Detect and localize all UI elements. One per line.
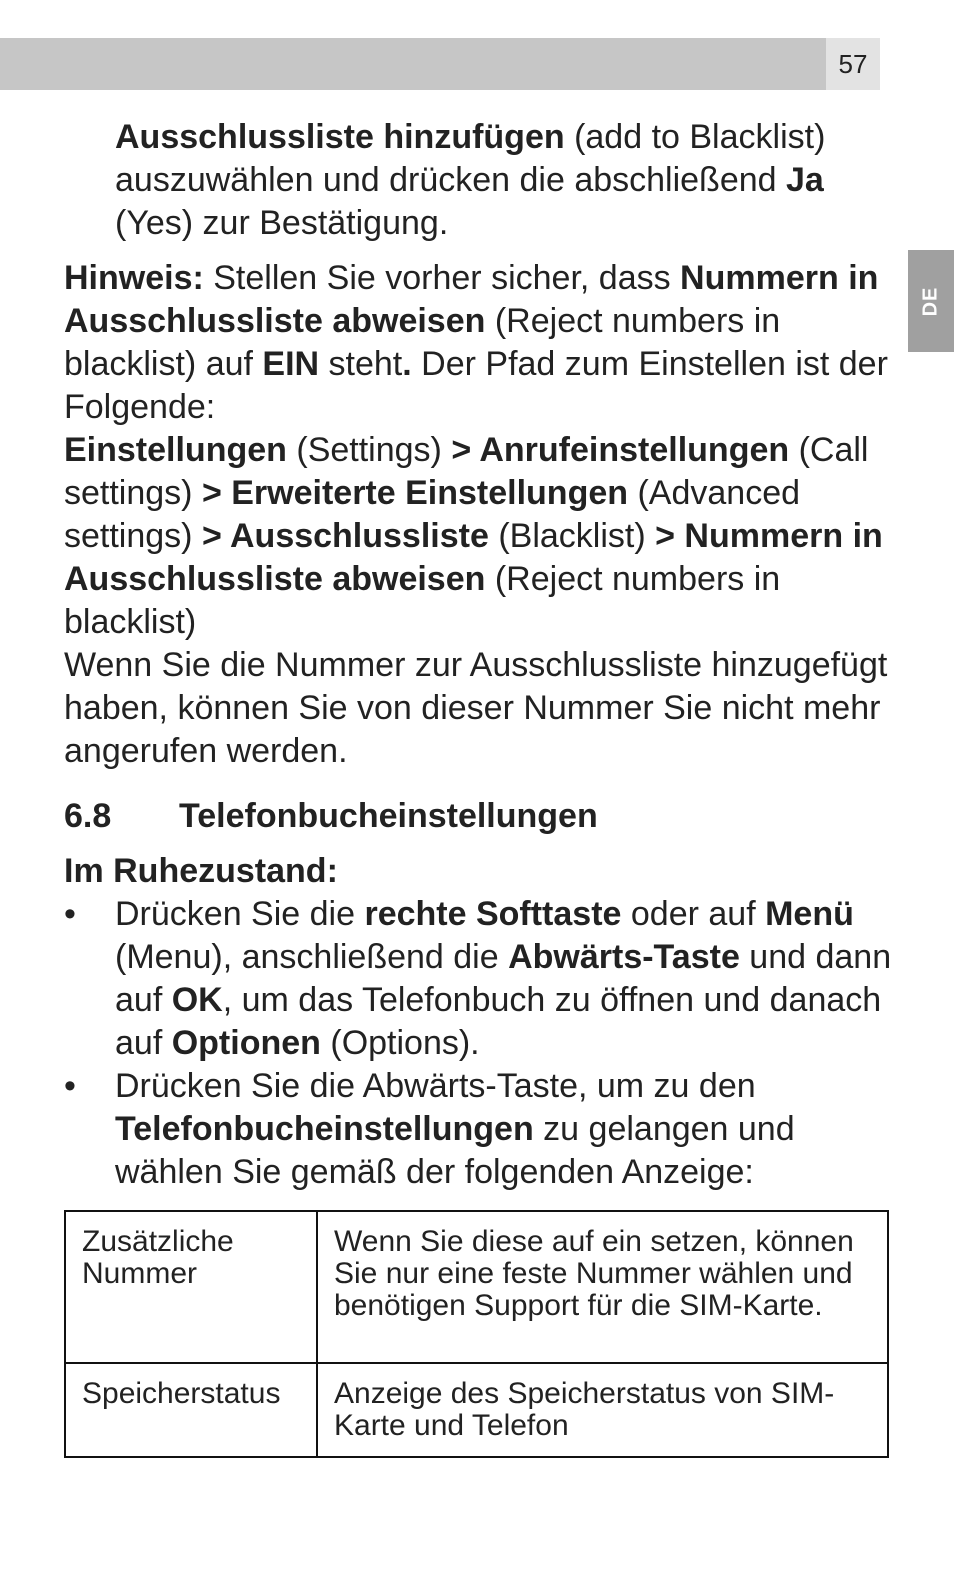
table-cell-description: Anzeige des Speicherstatus von SIM-Karte und Telefon xyxy=(317,1363,888,1457)
header-bar xyxy=(0,38,826,90)
section-heading xyxy=(64,795,894,838)
instruction-list xyxy=(64,893,894,1194)
table-cell-setting: Zusätzliche Nummer xyxy=(65,1211,317,1363)
language-tab-label: DE xyxy=(919,286,942,316)
section-number: 6.8 xyxy=(64,797,112,835)
language-tab xyxy=(908,250,954,352)
table-cell-setting: Speicherstatus xyxy=(65,1363,317,1457)
table-cell-description: Wenn Sie diese auf ein setzen, können Sie nur eine feste Nummer wählen und benötigen Support für die SIM-Karte. xyxy=(317,1211,888,1363)
table-row xyxy=(65,1363,888,1457)
page-number xyxy=(826,38,880,90)
blacklist-add-paragraph: Ausschlussliste hinzufügen (add to Blacklist) auszuwählen und drücken die abschließend Ja (Yes) zur Bestätigung. xyxy=(115,118,826,242)
note-label: Hinweis: xyxy=(64,259,204,297)
page-number-text: 57 xyxy=(838,48,868,79)
bullet-icon: • xyxy=(64,1067,76,1105)
list-item: • Drücken Sie die rechte Softtaste oder auf Menü (Menu), anschließend die Abwärts-Taste und dann auf OK, um das Telefonbuch zu öffnen und danach auf Optionen (Options). xyxy=(64,895,892,1062)
bullet-icon: • xyxy=(64,895,76,933)
table-row xyxy=(65,1211,888,1363)
page-content xyxy=(64,116,894,1194)
note-paragraph: Hinweis: Stellen Sie vorher sicher, dass Nummern in Ausschlussliste abweisen (Reject numbers in blacklist) auf EIN steht. Der Pfad zum Einstellen ist der Folgende: xyxy=(64,259,888,426)
idle-heading: Im Ruhezustand: xyxy=(64,852,338,890)
settings-path-paragraph: Einstellungen (Settings) > Anrufeinstellungen (Call settings) > Erweiterte Einstellungen (Advanced settings) > Ausschlussliste (Blacklist) > Nummern in Ausschlussliste abweisen (Reject numbers in blacklist) xyxy=(64,431,883,641)
phonebook-settings-table xyxy=(64,1210,889,1458)
list-item: • Drücken Sie die Abwärts-Taste, um zu den Telefonbucheinstellungen zu gelangen und wählen Sie gemäß der folgenden Anzeige: xyxy=(64,1067,795,1191)
after-path-paragraph: Wenn Sie die Nummer zur Ausschlussliste hinzugefügt haben, können Sie von dieser Nummer Sie nicht mehr angerufen werden. xyxy=(64,646,888,770)
section-title: Telefonbucheinstellungen xyxy=(179,797,598,835)
